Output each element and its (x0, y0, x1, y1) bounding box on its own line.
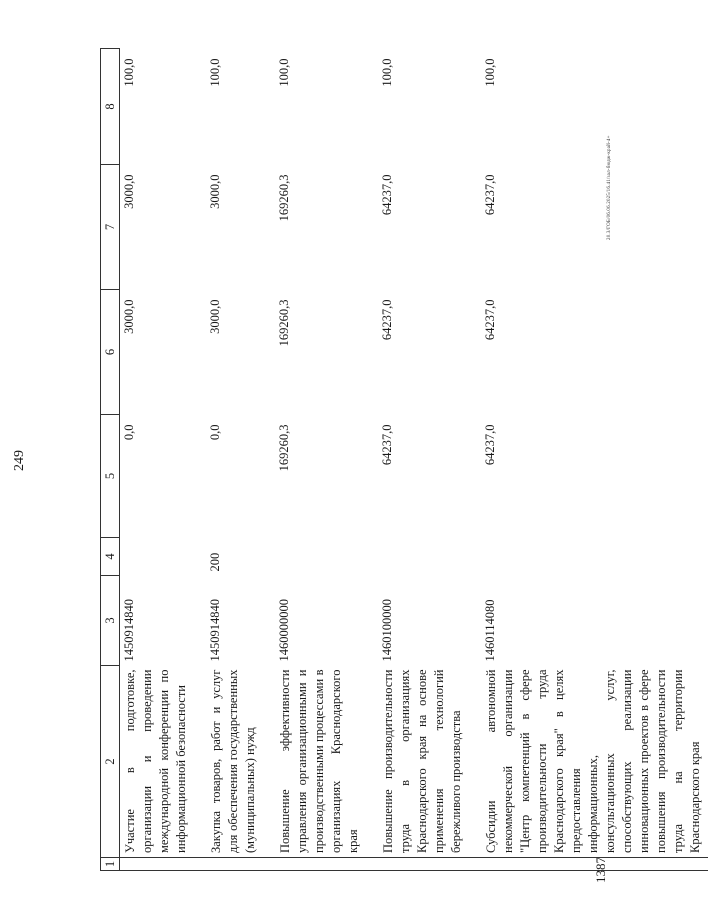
row-index-cell (120, 858, 207, 871)
row-index-cell (378, 858, 481, 871)
row-value-5: 0,0 (122, 424, 136, 441)
header-col-2: 2 (101, 666, 120, 858)
header-col-4: 4 (101, 538, 120, 576)
row-value-8: 100,0 (483, 58, 497, 87)
row-name: Повышение производительности труда в организациях Краснодарского края на основе применения технологий бережливого производства (381, 669, 463, 853)
row-name: Субсидии автономной некоммерческой организации "Центр компетенций в сфере производительности труда Краснодарского края" в целях предоставления информационных, консультационных услуг, способствующих реализации инновационных проектов в сфере повышения производительности труда на территории Краснодарского края (484, 669, 702, 853)
row-value-8: 100,0 (380, 58, 394, 87)
row-code: 1460100000 (380, 599, 394, 662)
row-code: 1460000000 (277, 599, 291, 662)
table-row (378, 49, 481, 871)
row-value-7: 3000,0 (208, 174, 222, 209)
row-value-7: 64237,0 (483, 174, 497, 216)
row-code: 1450914840 (208, 599, 222, 662)
row-name: Участие в подготовке, организации и проведении международной конференции по информационной безопасности (123, 669, 188, 853)
row-value-8: 100,0 (122, 58, 136, 87)
row-index-cell (275, 858, 378, 871)
row-value-6: 64237,0 (380, 299, 394, 341)
row-value-7: 169260,3 (277, 174, 291, 222)
row-value-6: 3000,0 (208, 299, 222, 334)
row-value-6: 64237,0 (483, 299, 497, 341)
row-index-cell (206, 858, 275, 871)
row-name: Закупка товаров, работ и услуг для обеспечения государственных (муниципальных) нужд (209, 669, 257, 853)
row-value-6: 3000,0 (122, 299, 136, 334)
table-row (275, 49, 378, 871)
row-value-5: 64237,0 (380, 424, 394, 466)
header-col-8: 8 (101, 49, 120, 165)
budget-table (100, 48, 708, 871)
table-header (101, 49, 120, 871)
header-col-3: 3 (101, 576, 120, 666)
header-col-6: 6 (101, 290, 120, 415)
table-row (120, 49, 207, 871)
header-col-1: 1 (101, 858, 120, 871)
page-number: 249 (12, 450, 27, 471)
row-kvr (120, 538, 207, 576)
row-code: 1450914840 (122, 599, 136, 662)
row-value-6: 169260,3 (277, 299, 291, 347)
row-value-8: 100,0 (277, 58, 291, 87)
header-col-7: 7 (101, 165, 120, 290)
row-value-7: 64237,0 (380, 174, 394, 216)
row-value-5: 169260,3 (277, 424, 291, 472)
row-value-5: 64237,0 (483, 424, 497, 466)
row-value-5: 0,0 (208, 424, 222, 441)
row-code: 1460114080 (483, 599, 497, 662)
table-row (206, 49, 275, 871)
document-number: 1387 (593, 857, 608, 883)
row-index-cell (481, 858, 708, 871)
row-kvr (481, 538, 708, 576)
row-value-8: 100,0 (208, 58, 222, 87)
table-row (481, 49, 708, 871)
row-kvr (378, 538, 481, 576)
row-value-7: 3000,0 (122, 174, 136, 209)
row-kvr (275, 538, 378, 576)
side-stamp: 20.3/ГОБ/06.06.2025/16.41/зал-бюдж-край-4+ (607, 135, 612, 240)
row-name: Повышение эффективности управления организационными и производственными процессами в организациях Краснодарского края (278, 669, 360, 853)
row-kvr: 200 (208, 552, 222, 572)
header-col-5: 5 (101, 415, 120, 538)
